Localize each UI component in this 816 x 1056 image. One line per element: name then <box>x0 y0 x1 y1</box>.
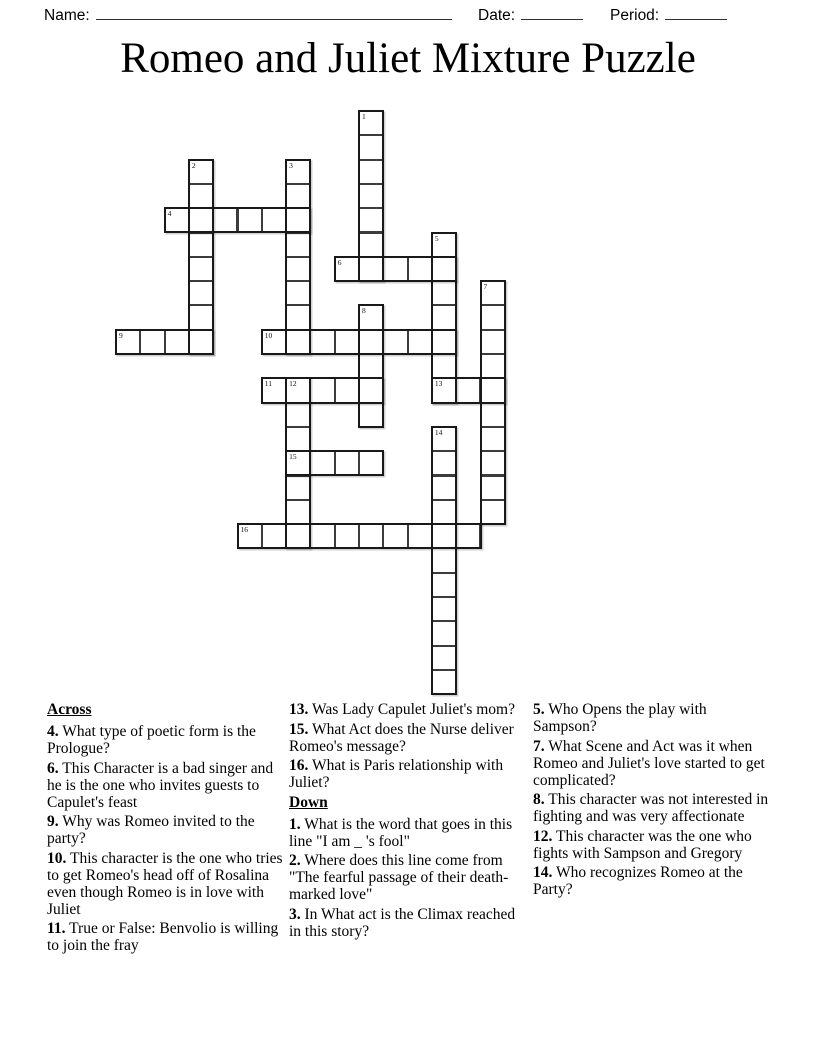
grid-cell[interactable] <box>334 256 360 282</box>
grid-cell[interactable] <box>188 232 214 258</box>
grid-cell[interactable] <box>285 183 311 209</box>
clue-column-2 <box>289 701 530 942</box>
grid-cell[interactable] <box>480 450 506 476</box>
clue-number: 11. <box>47 920 66 937</box>
clue: 6. This Character is a bad singer and he is the one who invites guests to Capulet's feast <box>47 759 274 811</box>
grid-cell[interactable] <box>431 377 457 403</box>
grid-cell[interactable] <box>455 523 481 549</box>
puzzle-title: Romeo and Juliet Mixture Puzzle <box>120 35 696 82</box>
grid-cell[interactable] <box>358 110 384 136</box>
grid-cell[interactable] <box>188 183 214 209</box>
grid-cell[interactable] <box>431 280 457 306</box>
grid-cell[interactable] <box>358 329 384 355</box>
clue: 2. Where does this line come from "The fearful passage of their death-marked love" <box>289 852 509 903</box>
cell-number: 12 <box>289 379 297 389</box>
grid-cell[interactable] <box>358 450 384 476</box>
clue: 13. Was Lady Capulet Juliet's mom? <box>289 701 515 718</box>
grid-cell[interactable] <box>261 377 287 403</box>
cell-number: 8 <box>362 306 366 316</box>
cell-number: 7 <box>483 282 488 292</box>
grid-cell[interactable] <box>285 377 311 403</box>
grid-cell[interactable] <box>431 669 457 695</box>
grid-cell[interactable] <box>285 280 311 306</box>
grid-cell[interactable] <box>431 353 457 379</box>
grid-cell[interactable] <box>139 329 165 355</box>
grid-cell[interactable] <box>261 523 287 549</box>
grid-cell[interactable] <box>334 450 360 476</box>
grid-cell[interactable] <box>480 499 506 525</box>
grid-cell[interactable] <box>285 159 311 185</box>
grid-cell[interactable] <box>431 523 457 549</box>
grid-cell[interactable] <box>358 256 384 282</box>
grid-cell[interactable] <box>285 232 311 258</box>
grid-cell[interactable] <box>334 377 360 403</box>
clue-number: 7. <box>533 737 545 755</box>
grid-cell[interactable] <box>358 523 384 549</box>
clue-column-1 <box>47 701 288 957</box>
grid-cell[interactable] <box>480 353 506 379</box>
clue: 12. This character was the one who fights with Sampson and Gregory <box>533 827 752 862</box>
grid-cell[interactable] <box>164 207 190 233</box>
grid-cell[interactable] <box>358 159 384 185</box>
cell-number: 3 <box>289 160 293 170</box>
grid-cell[interactable] <box>480 475 506 501</box>
clue: 3. In What act is the Climax reached in this story? <box>289 905 516 940</box>
grid-cell[interactable] <box>285 402 311 428</box>
cell-number: 15 <box>289 452 297 462</box>
grid-cell[interactable] <box>188 329 214 355</box>
grid-cell[interactable] <box>431 232 457 258</box>
grid-cell[interactable] <box>358 377 384 403</box>
grid-cell[interactable] <box>261 329 287 355</box>
grid-cell[interactable] <box>115 329 141 355</box>
clue: 8. This character was not interested in fighting and was very affectionate <box>533 791 769 825</box>
grid-cell[interactable] <box>358 353 384 379</box>
grid-cell[interactable] <box>382 329 408 355</box>
grid-cell[interactable] <box>164 329 190 355</box>
grid-cell[interactable] <box>358 232 384 258</box>
grid-cell[interactable] <box>407 523 433 549</box>
grid-cell[interactable] <box>334 329 360 355</box>
grid-cell[interactable] <box>358 134 384 160</box>
clue: 16. What is Paris relationship with Juliet? <box>289 757 504 791</box>
clue-number: 4. <box>47 723 59 740</box>
grid-cell[interactable] <box>431 450 457 476</box>
clue-number: 9. <box>47 813 59 830</box>
clue-number: 2. <box>289 852 301 869</box>
grid-cell[interactable] <box>285 329 311 355</box>
grid-cell[interactable] <box>455 377 481 403</box>
cell-number: 11 <box>264 379 273 389</box>
grid-cell[interactable] <box>480 402 506 428</box>
clue-number: 14. <box>533 864 553 881</box>
date-blank-line[interactable] <box>521 3 583 20</box>
clue-number: 13. <box>289 701 309 718</box>
grid-cell[interactable] <box>431 304 457 330</box>
clue-number: 16. <box>289 757 309 774</box>
clue-number: 12. <box>533 827 553 845</box>
grid-cell[interactable] <box>285 450 311 476</box>
grid-cell[interactable] <box>431 329 457 355</box>
grid-cell[interactable] <box>480 280 506 306</box>
grid-cell[interactable] <box>309 377 335 403</box>
grid-cell[interactable] <box>480 377 506 403</box>
grid-cell[interactable] <box>188 280 214 306</box>
grid-cell[interactable] <box>188 207 214 233</box>
grid-cell[interactable] <box>431 645 457 671</box>
grid-cell[interactable] <box>407 329 433 355</box>
clue: 4. What type of poetic form is the Prologue? <box>47 723 256 757</box>
cell-number: 6 <box>337 257 342 267</box>
clue: 1. What is the word that goes in this line "I am _ 's fool" <box>289 815 513 850</box>
grid-cell[interactable] <box>431 475 457 501</box>
grid-cell[interactable] <box>358 304 384 330</box>
grid-cell[interactable] <box>382 256 408 282</box>
clue-number: 3. <box>289 905 301 923</box>
cell-number: 9 <box>119 330 123 340</box>
grid-cell[interactable] <box>212 207 238 233</box>
grid-cell[interactable] <box>334 523 360 549</box>
cell-number: 16 <box>240 525 248 535</box>
grid-cell[interactable] <box>188 256 214 282</box>
grid-cell[interactable] <box>382 523 408 549</box>
grid-cell[interactable] <box>285 475 311 501</box>
clue-column-3 <box>533 701 774 901</box>
clue: 14. Who recognizes Romeo at the Party? <box>533 864 743 898</box>
cell-number: 13 <box>434 379 443 389</box>
crossword-grid <box>115 110 507 696</box>
date-field <box>478 3 583 25</box>
name-blank-line[interactable] <box>96 3 452 20</box>
grid-cell[interactable] <box>309 450 335 476</box>
grid-cell[interactable] <box>358 402 384 428</box>
grid-cell[interactable] <box>188 159 214 185</box>
grid-cell[interactable] <box>480 304 506 330</box>
name-label: Name: <box>44 7 90 24</box>
grid-cell[interactable] <box>261 207 287 233</box>
grid-cell[interactable] <box>431 572 457 598</box>
period-field <box>610 3 727 25</box>
period-label: Period: <box>610 7 660 24</box>
cell-number: 10 <box>264 330 273 340</box>
cell-number: 1 <box>362 112 366 121</box>
grid-cell[interactable] <box>480 329 506 355</box>
grid-cell[interactable] <box>431 596 457 622</box>
grid-cell[interactable] <box>285 523 311 549</box>
grid-cell[interactable] <box>237 207 263 233</box>
clue: 7. What Scene and Act was it when Romeo and Juliet's love started to get complicated? <box>533 737 765 789</box>
clue-number: 6. <box>47 759 59 777</box>
cell-number: 14 <box>434 427 443 437</box>
clue: 5. Who Opens the play with Sampson? <box>533 701 707 735</box>
grid-cell[interactable] <box>407 256 433 282</box>
grid-cell[interactable] <box>237 523 263 549</box>
clue: 10. This character is the one who tries to get Romeo's head off of Rosalina even though Romeo is in love with Juliet <box>47 849 283 918</box>
grid-cell[interactable] <box>431 547 457 573</box>
grid-cell[interactable] <box>309 329 335 355</box>
grid-cell[interactable] <box>431 499 457 525</box>
clue-number: 8. <box>533 791 545 808</box>
grid-cell[interactable] <box>309 523 335 549</box>
clue-number: 5. <box>533 701 545 718</box>
grid-cell[interactable] <box>431 620 457 646</box>
clue-number: 15. <box>289 720 309 738</box>
grid-cell[interactable] <box>285 499 311 525</box>
cell-number: 4 <box>167 209 172 219</box>
grid-cell[interactable] <box>285 304 311 330</box>
name-field <box>44 3 452 25</box>
clue-section-heading: Across <box>47 701 92 718</box>
grid-cell[interactable] <box>480 426 506 452</box>
grid-cell[interactable] <box>188 304 214 330</box>
cell-number: 5 <box>434 233 439 243</box>
clue: 9. Why was Romeo invited to the party? <box>47 813 255 847</box>
clue-number: 10. <box>47 849 67 867</box>
cell-number: 2 <box>191 160 196 170</box>
grid-cell[interactable] <box>358 183 384 209</box>
grid-cell[interactable] <box>285 207 311 233</box>
clue-number: 1. <box>289 815 301 833</box>
clue: 15. What Act does the Nurse deliver Romeo's message? <box>289 720 514 755</box>
grid-cell[interactable] <box>285 256 311 282</box>
date-label: Date: <box>478 7 516 24</box>
grid-cell[interactable] <box>431 426 457 452</box>
period-blank-line[interactable] <box>665 3 727 20</box>
grid-cell[interactable] <box>431 256 457 282</box>
clue: 11. True or False: Benvolio is willing to join the fray <box>47 920 279 954</box>
clue-section-heading: Down <box>289 793 328 811</box>
grid-cell[interactable] <box>285 426 311 452</box>
grid-cell[interactable] <box>358 207 384 233</box>
